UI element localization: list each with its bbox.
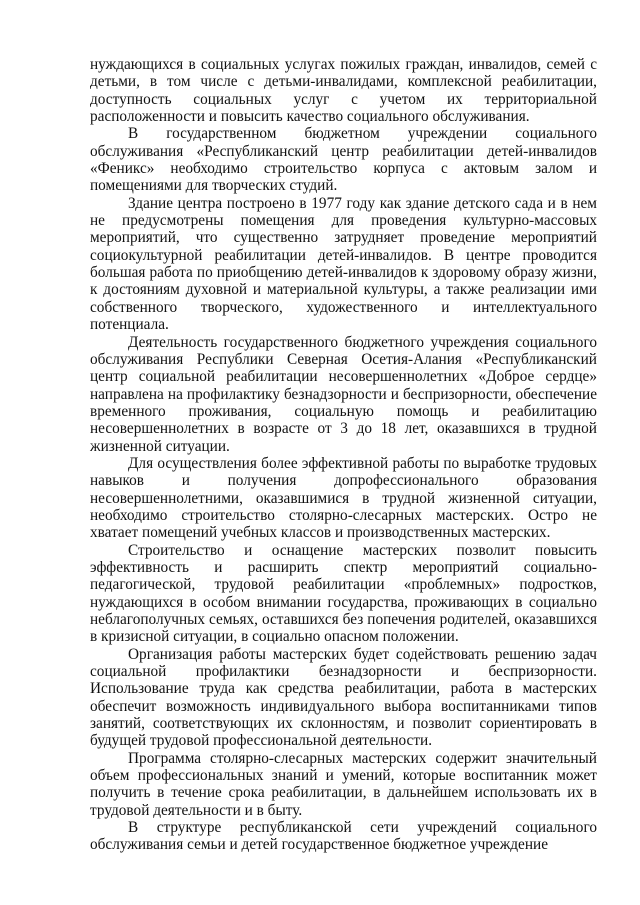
paragraph-continuation: нуждающихся в социальных услугах пожилых граждан, инвалидов, семей с детьми, в том числе с детьми-инвалидами, комплексной реабилитации, доступность социальных услуг с учетом их территориальной расположенности и повысить качество социального обслуживания. xyxy=(90,56,597,126)
paragraph-network-structure: В структуре республиканской сети учреждений социального обслуживания семьи и детей государственное бюджетное учреждение xyxy=(90,819,597,854)
paragraph-center-building: Здание центра построено в 1977 году как здание детского сада и в нем не предусмотрены помещения для проведения культурно-массовых мероприятий, что существенно затрудняет проведение мероприятий социокультурной реабилитации детей-инвалидов. В центре проводится большая работа по приобщению детей-инвалидов к здоровому образу жизни, к достояниям духовной и материальной культуры, а также реализации ими собственного творческого, художественного и интеллектуального потенциала. xyxy=(90,194,597,334)
paragraph-workshops-program: Программа столярно-слесарных мастерских содержит значительный объем профессиональных знаний и умений, которые воспитанник может получить в течение срока реабилитации, в дальнейшем использовать их в трудовой деятельности и в быту. xyxy=(90,749,597,819)
document-page xyxy=(90,56,597,854)
paragraph-feniks-center: В государственном бюджетном учреждении социального обслуживания «Республиканский центр реабилитации детей-инвалидов «Феникс» необходимо строительство корпуса с актовым залом и помещениями для творческих студий. xyxy=(90,125,597,195)
paragraph-workshops-organization: Организация работы мастерских будет содействовать решению задач социальной профилактики безнадзорности и беспризорности. Использование труда как средства реабилитации, работа в мастерских обеспечит возможность индивидуального выбора воспитанниками типов занятий, соответствующих их склонностям, и позволит сориентировать в будущей трудовой профессиональной деятельности. xyxy=(90,645,597,750)
paragraph-workshops-construction: Строительство и оснащение мастерских позволит повысить эффективность и расширить спектр мероприятий социально- педагогической, трудовой реабилитации «проблемных» подростков, нуждающихся в особом внимании государства, проживающих в социально неблагополучных семьях, оставшихся без попечения родителей, оказавшихся в кризисной ситуации, в социально опасном положении. xyxy=(90,541,597,646)
paragraph-dobroe-serdtse: Деятельность государственного бюджетного учреждения социального обслуживания Республики Северная Осетия-Алания «Республиканский центр социальной реабилитации несовершеннолетних «Доброе сердце» направлена на профилактику безнадзорности и беспризорности, обеспечение временного проживания, социальную помощь и реабилитацию несовершеннолетних в возрасте от 3 до 18 лет, оказавшихся в трудной жизненной ситуации. xyxy=(90,333,597,455)
paragraph-labor-skills: Для осуществления более эффективной работы по выработке трудовых навыков и получения допрофессионального образования несовершеннолетними, оказавшимися в трудной жизненной ситуации, необходимо строительство столярно-слесарных мастерских. Остро не хватает помещений учебных классов и производственных мастерских. xyxy=(90,454,597,542)
